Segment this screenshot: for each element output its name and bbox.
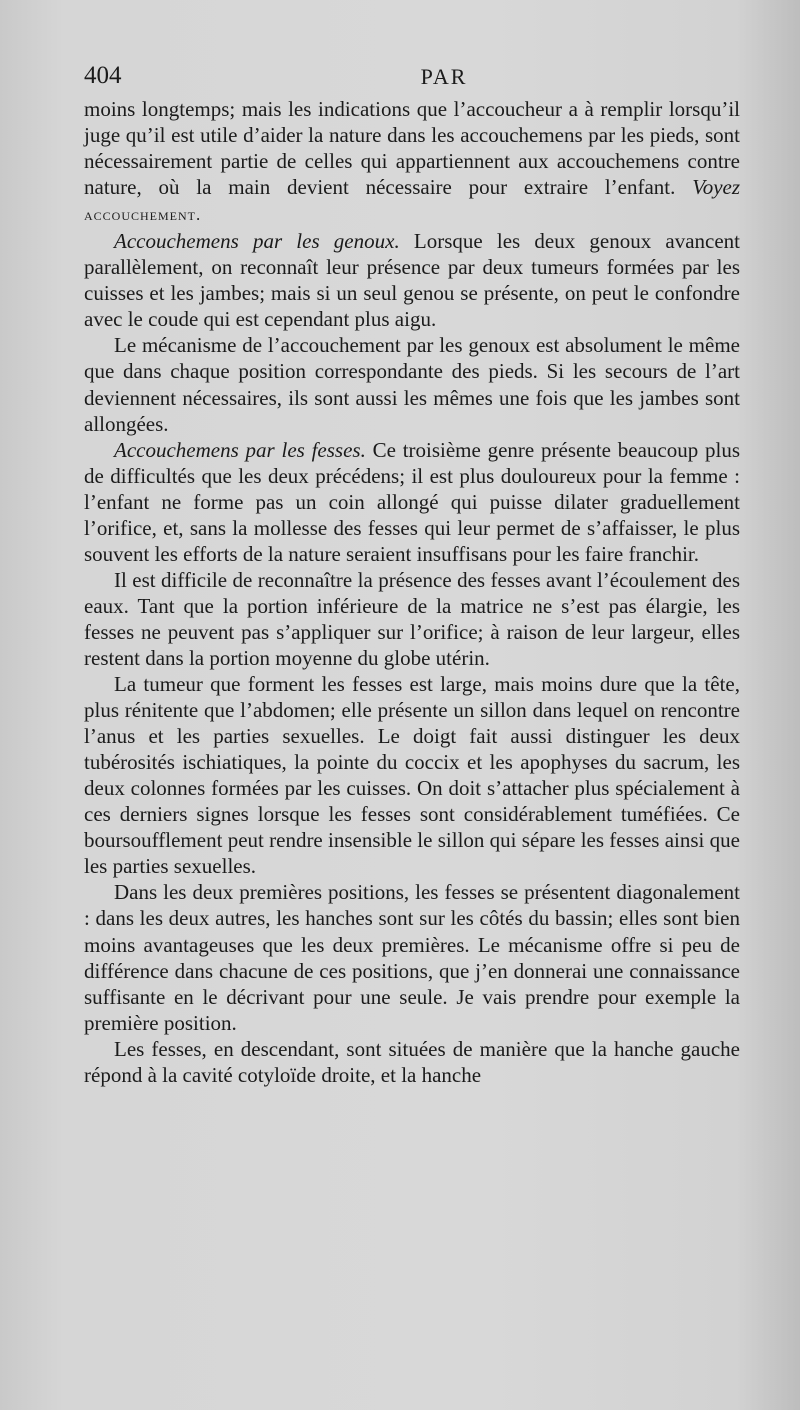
paragraph-text: Ce troisième genre présente beaucoup plus de difficultés que les deux précédens; il est plus douloureux pour la femme : l’enfant ne forme pas un coin allongé qui puisse dilater graduellement l’orifice, et, sans la mollesse des fesses qui leur permet de s’affaisser, le plus souvent les efforts de la nature seraient insuffisans pour les faire franchir.	[84, 437, 740, 566]
paragraph	[84, 96, 740, 228]
paragraph	[84, 567, 740, 671]
paragraph-text: La tumeur que forment les fesses est large, mais moins dure que la tête, plus rénitente que l’abdomen; elle présente un sillon dans lequel on rencontre l’anus et les parties sexuelles. Le doigt fait aussi distinguer les deux tubérosités ischiatiques, la pointe du coccix et les apophyses du sacrum, les deux colonnes formées par les cuisses. On doit s’attacher plus spécialement à ces derniers signes lorsque les fesses sont considérablement tuméfiées. Ce boursoufflement peut rendre insensible le sillon qui sépare les fesses ainsi que les parties sexuelles.	[84, 672, 740, 879]
paragraph	[84, 437, 740, 567]
section-heading: Accouchemens par les genoux.	[114, 229, 400, 254]
paragraph	[84, 228, 740, 332]
see-reference-label: Voyez	[692, 175, 741, 200]
paragraph	[84, 1036, 740, 1088]
paragraph	[84, 671, 740, 879]
paragraph-text: Lorsque les deux genoux avancent parallèlement, on reconnaît leur présence par deux tumeurs formées par les cuisses et les jambes; mais si un seul genou se présente, on peut le confondre avec le coude qui est cependant plus aigu.	[84, 229, 740, 332]
paragraph-text: Les fesses, en descendant, sont situées de manière que la hanche gauche répond à la cavité cotyloïde droite, et la hanche	[84, 1036, 740, 1087]
running-head: PAR	[420, 64, 468, 89]
body-text	[84, 96, 740, 1088]
paragraph-text: Il est difficile de reconnaître la présence des fesses avant l’écoulement des eaux. Tant que la portion inférieure de la matrice ne s’est pas élargie, les fesses ne peuvent pas s’appliquer sur l’orifice; à raison de leur largeur, elles restent dans la portion moyenne du globe utérin.	[84, 567, 740, 670]
paragraph-text: Le mécanisme de l’accouchement par les genoux est absolument le même que dans chaque position correspondante des pieds. Si les secours de l’art deviennent nécessaires, ils sont aussi les mêmes une fois que les jambes sont allongées.	[84, 333, 740, 436]
page-header	[84, 62, 740, 96]
section-heading: Accouchemens par les fesses.	[114, 437, 366, 462]
paragraph-text: moins longtemps; mais les indications que l’accoucheur a à remplir lorsqu’il juge qu’il est utile d’aider la nature dans les accouchemens par les pieds, sont nécessairement partie de celles qui appartiennent aux accouchemens contre nature, où la main devient nécessaire pour extraire l’enfant.	[84, 97, 740, 200]
paragraph	[84, 332, 740, 436]
page-number: 404	[84, 62, 122, 89]
see-reference-target: accouchement.	[84, 205, 202, 225]
paragraph-text: Dans les deux premières positions, les fesses se présentent diagonalement : dans les deux autres, les hanches sont sur les côtés du bassin; elles sont bien moins avantageuses que les deux premières. Le mécanisme offre si peu de différence dans chacune de ces positions, que j’en donnerai une connaissance suffisante en le décrivant pour une seule. Je vais prendre pour exemple la première position.	[84, 880, 740, 1035]
paragraph	[84, 879, 740, 1035]
